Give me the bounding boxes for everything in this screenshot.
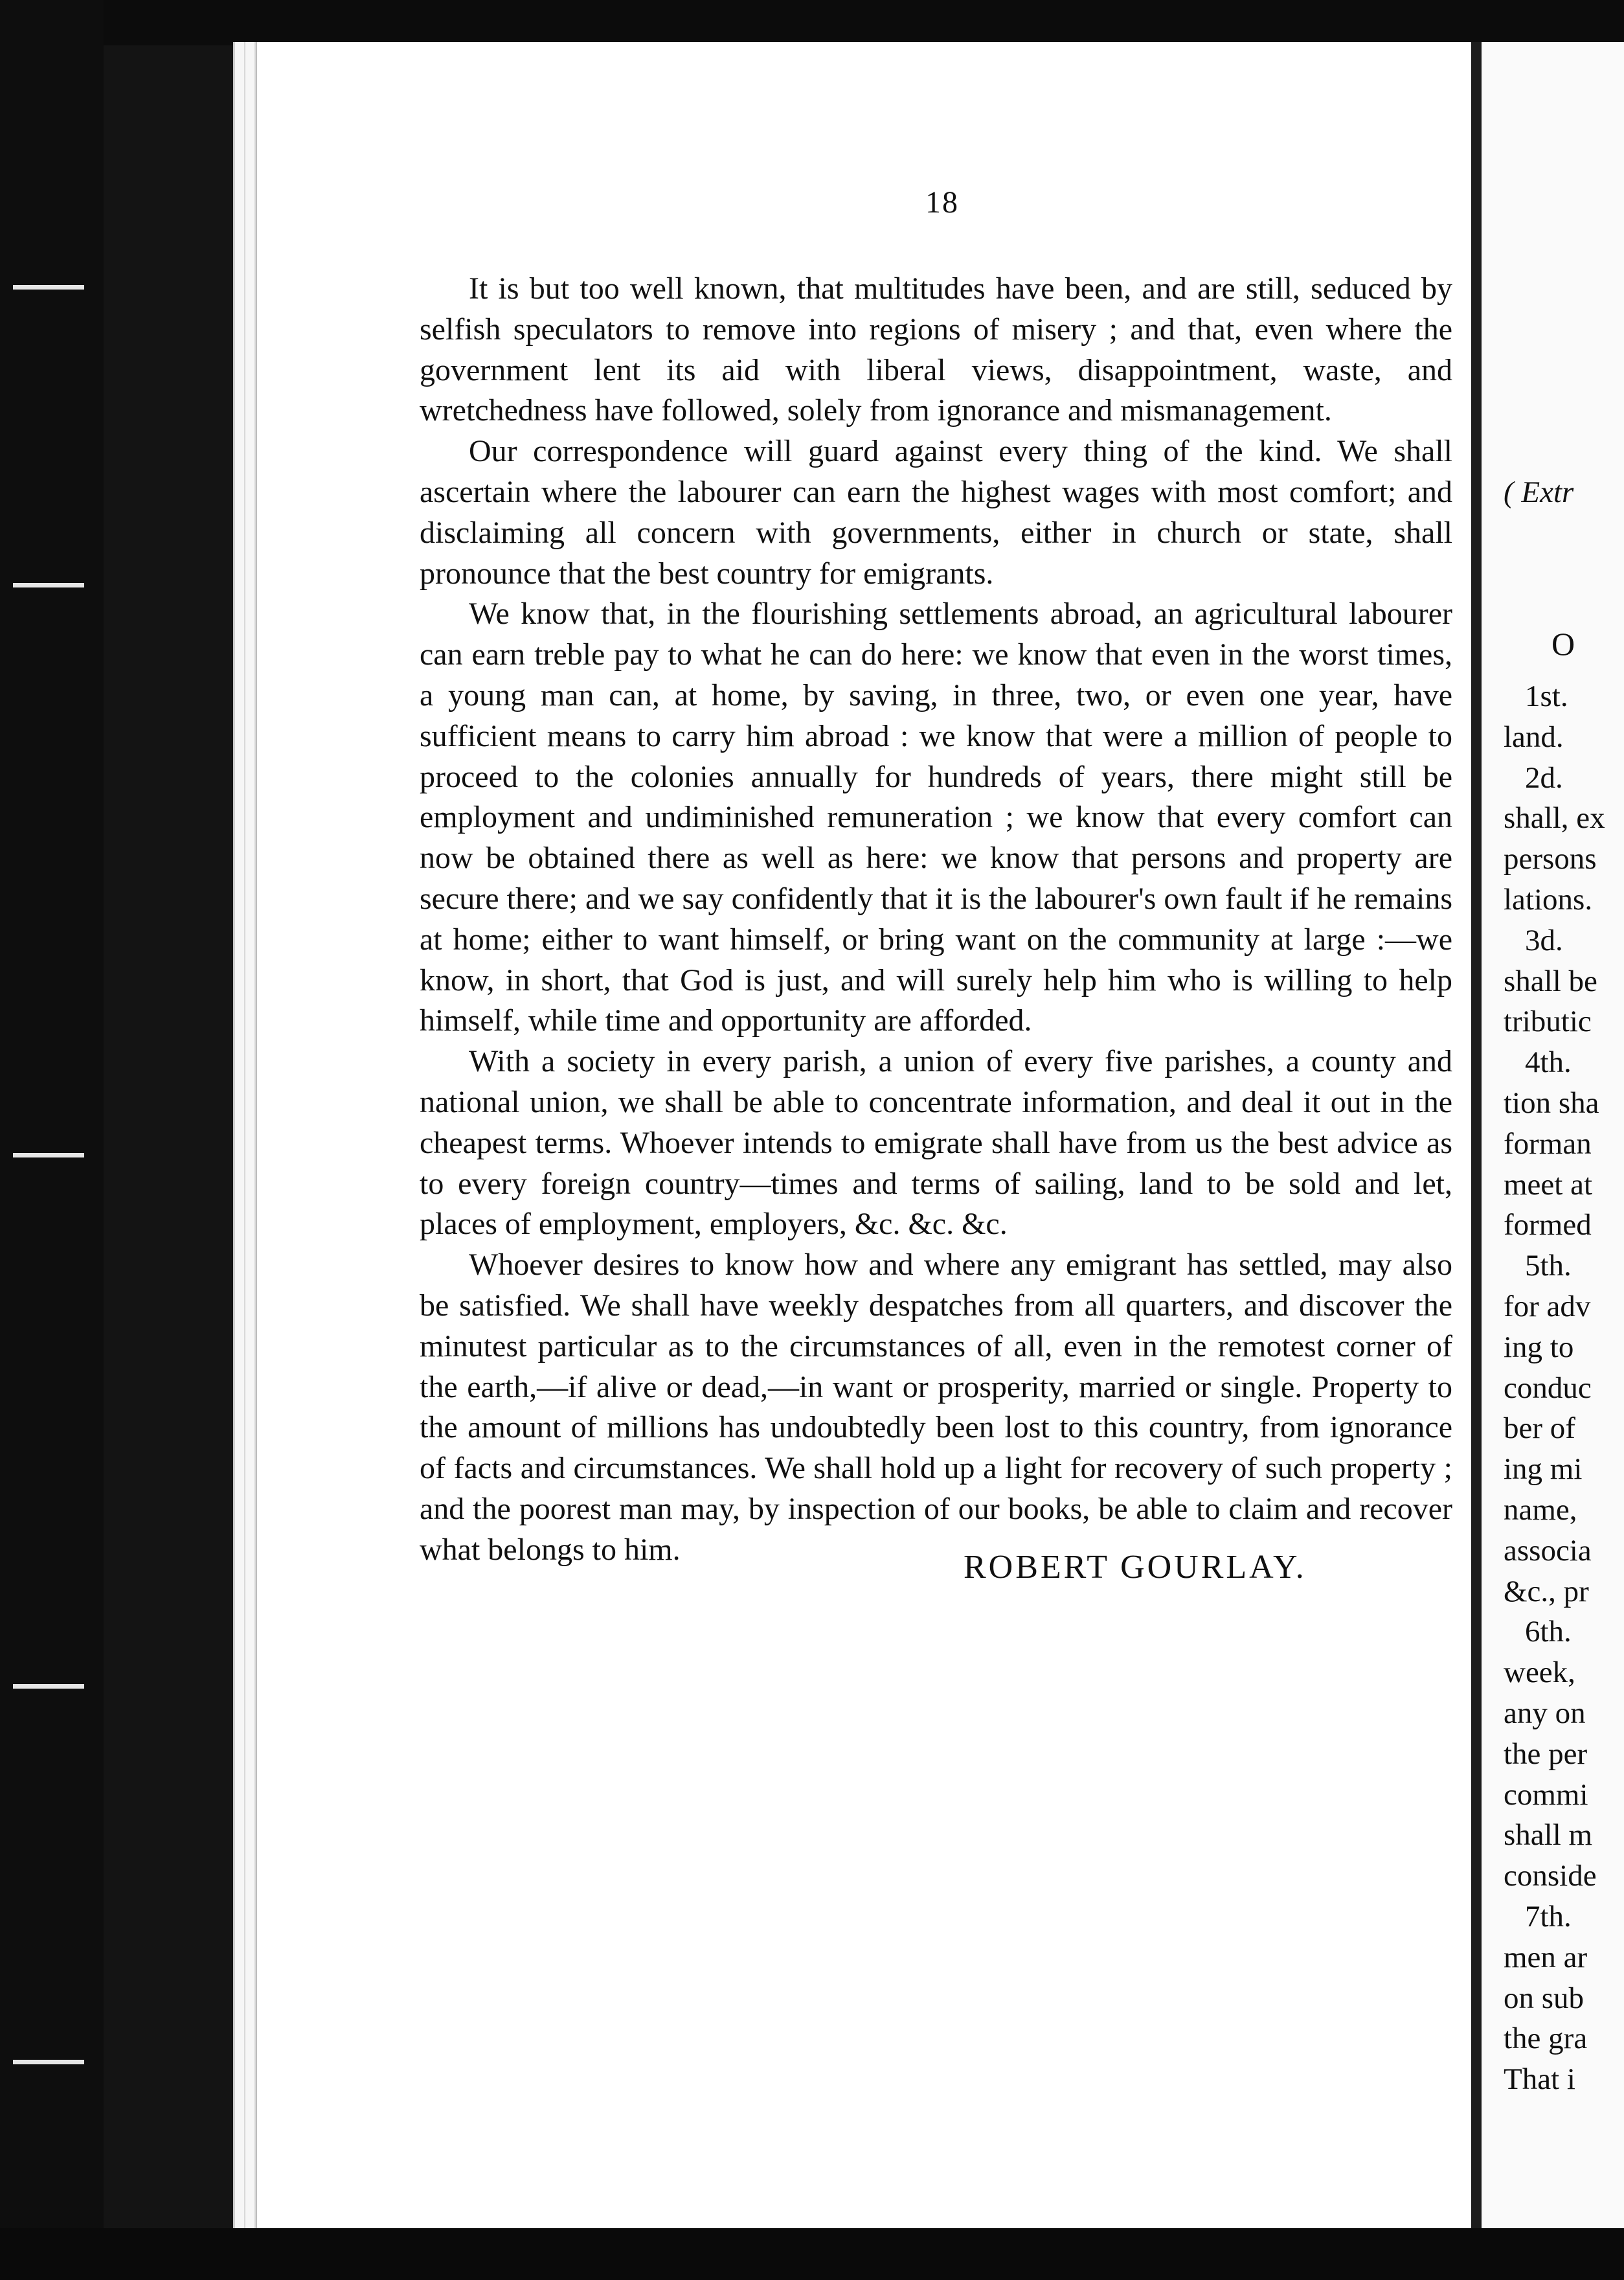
right-page-line: forman xyxy=(1504,1126,1592,1161)
right-page-line: ing mi xyxy=(1504,1452,1583,1487)
edge-mark xyxy=(13,285,84,290)
right-page-line: conduc xyxy=(1504,1371,1592,1405)
right-page-line: any on xyxy=(1504,1696,1586,1730)
edge-mark xyxy=(13,1153,84,1157)
right-page-heading: O xyxy=(1551,626,1575,662)
page-number: 18 xyxy=(925,185,959,220)
right-page-line: shall m xyxy=(1504,1818,1593,1852)
scan-top-border xyxy=(0,0,1624,45)
right-page-line: persons xyxy=(1504,842,1597,876)
right-page-line: 7th. xyxy=(1525,1900,1572,1933)
right-page-line: formed xyxy=(1504,1208,1592,1242)
right-page-line: shall be xyxy=(1504,964,1597,998)
right-page-line: 5th. xyxy=(1525,1249,1572,1283)
book-gutter xyxy=(1471,42,1482,2235)
right-page-line: 6th. xyxy=(1525,1615,1572,1649)
scan-left-border xyxy=(0,0,104,2280)
right-page-line: shall, ex xyxy=(1504,801,1605,836)
right-page-line: tion sha xyxy=(1504,1086,1599,1120)
right-page-line: on sub xyxy=(1504,1981,1585,2015)
right-page-line: for adv xyxy=(1504,1290,1591,1323)
edge-mark xyxy=(13,2060,84,2064)
right-page-line: commi xyxy=(1504,1777,1588,1812)
paragraph: Our correspondence will guard against every thing of the kind. We shall ascertain where the labourer can earn the highest wages with most comfort; and disclaiming all concern with governments, either in church or state, shall pronounce that the best country for emigrants. xyxy=(420,434,1452,591)
paragraph: It is but too well known, that multitudes have been, and are still, seduced by selfish speculators to remove into regions of misery ; and that, even where the government lent its aid with liberal views, disappointment, waste, and wretchedness have followed, solely from ignorance and mismanagement. xyxy=(420,271,1452,428)
right-page-line: tributic xyxy=(1504,1005,1592,1039)
right-page-line: &c., pr xyxy=(1504,1574,1589,1608)
right-page-line: week, xyxy=(1504,1656,1575,1690)
signature: ROBERT GOURLAY. xyxy=(964,1549,1307,1586)
right-page-line: 2d. xyxy=(1525,760,1563,795)
right-page-line: 3d. xyxy=(1525,923,1563,957)
right-page-line: land. xyxy=(1504,720,1564,754)
right-page-line: men ar xyxy=(1504,1940,1588,1974)
edge-mark xyxy=(13,583,84,587)
right-page-line: ber of xyxy=(1504,1411,1575,1446)
right-page-line: the per xyxy=(1504,1737,1588,1771)
right-page-line: lations. xyxy=(1504,883,1593,917)
right-page-line: 4th. xyxy=(1525,1045,1572,1080)
right-page-title: ( Extr xyxy=(1504,475,1574,509)
right-page-line: the gra xyxy=(1504,2022,1588,2056)
paragraph: With a society in every parish, a union of every five parishes, a county and national union, we shall be able to concentrate information, and deal it out in the cheapest terms. Whoever intends to emigrate shall have from us the best advice as to every foreign country—times and terms of sailing, land to be sold and let, places of employment, employers, &c. &c. &c. xyxy=(420,1044,1452,1242)
paragraph: We know that, in the flourishing settlements abroad, an agricultural labourer can earn treble pay to what he can do here: we know that even in the worst times, a young man can, at home, by saving, in three, two, or even one year, have sufficient means to carry him abroad : we know that were a million of people to proceed to the colonies annually for hundreds of years, there might still be employment and undiminished remuneration ; we know that every comfort can now be obtained there as well as here: we know that persons and property are secure there; and we say confidently that it is the labourer's own fault if he remains at home; either to want himself, or bring want on the community at large :—we know, in short, that God is just, and will surely help him who is willing to help himself, while time and opportunity are afforded. xyxy=(420,597,1452,1038)
paragraph: Whoever desires to know how and where any emigrant has settled, may also be satisfied. We shall have weekly despatches from all quarters, and discover the minutest particular as to the circumstances of all, even in the remotest corner of the earth,—if alive or dead,—in want or prosperity, married or single. Property to the amount of millions has undoubtedly been lost to this country, from ignorance of facts and circumstances. We shall hold up a light for recovery of such property ; and the poorest man may, by inspection of our books, be able to claim and recover what belongs to him. xyxy=(420,1248,1452,1567)
right-page-line: name, xyxy=(1504,1493,1577,1527)
right-page-line: meet at xyxy=(1504,1167,1593,1202)
right-page-line: That i xyxy=(1504,2062,1575,2097)
body-text xyxy=(420,269,1452,1571)
right-page-line: associa xyxy=(1504,1533,1592,1568)
edge-mark xyxy=(13,1684,84,1689)
right-page-line: conside xyxy=(1504,1859,1597,1893)
right-page-line: 1st. xyxy=(1525,679,1568,713)
right-page-line: ing to xyxy=(1504,1330,1574,1364)
scan-bottom-border xyxy=(0,2228,1624,2280)
